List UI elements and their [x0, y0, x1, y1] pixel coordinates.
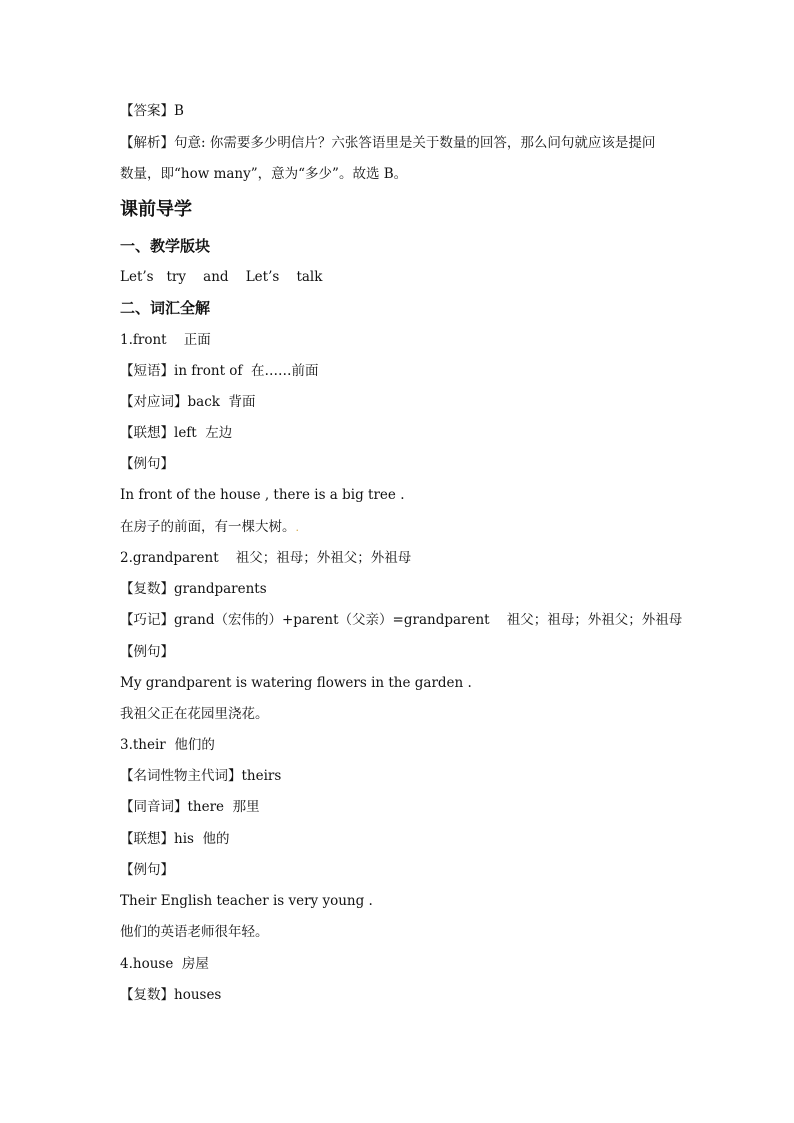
example-translation: 他们的英语老师很年轻。: [120, 924, 269, 940]
vocab-line: 【同音词】there 那里: [120, 799, 260, 815]
part1-title: 一、教学版块: [120, 237, 211, 255]
vocab-line: 【复数】grandparents: [120, 581, 267, 597]
example-translation: [120, 517, 299, 538]
vocab-line: 【名词性物主代词】theirs: [120, 768, 282, 784]
answer-line: 【答案】B: [120, 103, 184, 119]
paragraph-mark: .: [295, 521, 299, 534]
part2-title: 二、词汇全解: [120, 299, 211, 317]
vocab-line: 【例句】: [120, 862, 174, 878]
part1-content: Let’s try and Let’s talk: [120, 269, 323, 285]
vocab-line: 【对应词】back 背面: [120, 394, 256, 410]
vocab-line: 【巧记】grand（宏伟的）+parent（父亲）=grandparent 祖父；祖母；外祖父；外祖母: [120, 612, 683, 628]
vocab-word: 1.front 正面: [120, 332, 211, 348]
vocab-line: 【短语】in front of 在……前面: [120, 363, 319, 379]
analysis-line-2: 数量，即“how many”，意为“多少”。故选 B。: [120, 166, 408, 182]
vocab-word: 2.grandparent 祖父；祖母；外祖父；外祖母: [120, 550, 412, 566]
example-sentence: My grandparent is watering flowers in the garden .: [120, 675, 472, 691]
analysis-line-1: 【解析】句意: 你需要多少明信片？六张答语里是关于数量的回答，那么问句就应该是提问: [120, 135, 656, 151]
vocab-line: 【复数】houses: [120, 987, 222, 1003]
example-sentence: In front of the house , there is a big tree .: [120, 487, 405, 503]
example-translation: 我祖父正在花园里浇花。: [120, 706, 269, 722]
vocab-line: 【联想】left 左边: [120, 425, 233, 441]
example-translation-text: 在房子的前面，有一棵大树。: [120, 519, 296, 535]
vocab-word: 4.house 房屋: [120, 956, 209, 972]
example-sentence: Their English teacher is very young .: [120, 893, 373, 909]
vocab-line: 【联想】his 他的: [120, 831, 230, 847]
section-title: 课前导学: [120, 199, 192, 220]
vocab-line: 【例句】: [120, 456, 174, 472]
vocab-word: 3.their 他们的: [120, 737, 215, 753]
vocab-line: 【例句】: [120, 644, 174, 660]
